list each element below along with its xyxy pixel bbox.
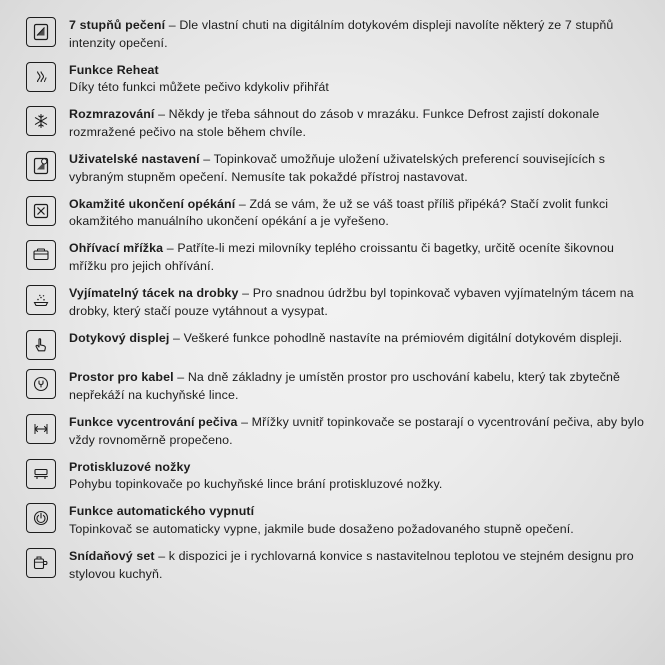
list-item xyxy=(26,413,647,449)
list-item-separator: – xyxy=(169,330,184,345)
list-item-separator: – xyxy=(165,18,180,32)
list-item-title: Prostor pro kabel xyxy=(69,370,174,385)
list-item-body: Zdá se vám, že už se váš toast příliš připéká? Stačí zvolit funkci okamžitého manuálního ukončení opékání a je vyřešeno. xyxy=(69,196,609,229)
non-slip-feet-icon xyxy=(26,459,56,489)
breakfast-set-icon xyxy=(26,548,56,578)
list-item-text xyxy=(69,458,647,494)
cord-storage-icon xyxy=(26,369,56,399)
list-item-body: k dispozici je i rychlovarná konvice s nastavitelnou teplotou ve stejném designu pro stylovou kuchyň. xyxy=(69,549,634,581)
list-item xyxy=(26,284,647,320)
list-item-separator: – xyxy=(154,107,169,122)
cancel-cross-icon xyxy=(26,196,56,226)
list-item-text xyxy=(69,150,647,186)
list-item-separator: – xyxy=(154,549,169,564)
list-item-separator: – xyxy=(163,241,178,256)
list-item-text xyxy=(69,368,647,404)
browning-levels-icon xyxy=(26,17,56,47)
list-item-separator: – xyxy=(199,152,214,167)
list-item-separator: – xyxy=(238,286,253,301)
user-settings-icon xyxy=(26,151,56,181)
list-item-title: Funkce Reheat xyxy=(69,62,159,77)
list-item-body: Pohybu topinkovače po kuchyňské lince brání protiskluzové nožky. xyxy=(69,477,443,492)
centering-icon xyxy=(26,414,56,444)
list-item xyxy=(26,61,647,97)
list-item xyxy=(26,16,647,52)
list-item-body: Pro snadnou údržbu byl topinkovač vybaven vyjímatelným tácem na drobky, který stačí pouze vytáhnout a vysypat. xyxy=(69,286,634,318)
list-item-text xyxy=(69,16,647,52)
list-item-title: Okamžité ukončení opékání xyxy=(69,196,236,211)
list-item xyxy=(26,368,647,404)
list-item-title: Ohřívací mřížka xyxy=(69,241,164,256)
list-item-separator: – xyxy=(235,196,250,211)
list-item-title: Uživatelské nastavení xyxy=(69,152,200,167)
list-item-separator: – xyxy=(237,415,252,429)
list-item xyxy=(26,239,647,275)
warming-rack-icon xyxy=(26,240,56,270)
list-item-title: Funkce vycentrování pečiva xyxy=(69,415,238,429)
list-item-body: Někdy je třeba sáhnout do zásob v mrazáku. Funkce Defrost zajistí dokonale rozmražené pečivo na stole během chvíle. xyxy=(69,107,600,139)
list-item-body: Topinkovač se automaticky vypne, jakmile bude dosaženo požadovaného stupně opečení. xyxy=(69,521,574,536)
list-item xyxy=(26,329,647,360)
list-item-body: Na dně základny je umístěn prostor pro uschování kabelu, který tak zbytečně nepřekáží na kuchyňské lince. xyxy=(69,370,621,402)
list-item-body: Topinkovač umožňuje uložení uživatelských preferencí souvisejících s vybraným stupněm opečení. Nemusíte tak pokaždé přístroj nastavovat. xyxy=(69,152,606,184)
list-item-text xyxy=(69,239,647,275)
list-item-body: Patříte-li mezi milovníky teplého croissantu či bagetky, určitě oceníte šikovnou mřížku pro jejich ohřívání. xyxy=(69,241,614,274)
list-item-text xyxy=(69,284,647,320)
list-item xyxy=(26,502,647,538)
list-item-text xyxy=(69,502,647,538)
list-item-text xyxy=(69,195,647,231)
list-item-text xyxy=(69,61,647,97)
list-item-title: Vyjímatelný tácek na drobky xyxy=(69,286,239,301)
list-item xyxy=(26,547,647,583)
list-item-title: 7 stupňů pečení xyxy=(69,18,166,32)
list-item xyxy=(26,105,647,141)
list-item-body: Mřížky uvnitř topinkovače se postarají o vycentrování pečiva, aby bylo vždy rovnoměrně propečeno. xyxy=(69,415,644,447)
list-item xyxy=(26,150,647,186)
list-item-title: Rozmrazování xyxy=(69,107,155,122)
list-item-body: Dle vlastní chuti na digitálním dotykovém displeji navolíte některý ze 7 stupňů intenzity opečení. xyxy=(69,18,614,50)
list-item xyxy=(26,458,647,494)
list-item-title: Funkce automatického vypnutí xyxy=(69,504,255,519)
crumb-tray-icon xyxy=(26,285,56,315)
auto-shutoff-power-icon xyxy=(26,503,56,533)
list-item-text xyxy=(69,547,647,583)
touch-display-icon xyxy=(26,330,56,360)
list-item-body: Díky této funkci můžete pečivo kdykoliv přihřát xyxy=(69,80,329,95)
list-item xyxy=(26,195,647,231)
list-item-title: Protiskluzové nožky xyxy=(69,459,191,474)
list-item-text xyxy=(69,105,647,141)
list-item-title: Snídaňový set xyxy=(69,549,155,564)
defrost-snowflake-icon xyxy=(26,106,56,136)
list-item-separator: – xyxy=(173,370,188,385)
list-item-text xyxy=(69,413,647,449)
list-item-text xyxy=(69,329,647,348)
list-item-body: Veškeré funkce pohodlně nastavíte na prémiovém digitální dotykovém displeji. xyxy=(183,330,623,345)
list-item-title: Dotykový displej xyxy=(69,330,170,345)
reheat-icon xyxy=(26,62,56,92)
